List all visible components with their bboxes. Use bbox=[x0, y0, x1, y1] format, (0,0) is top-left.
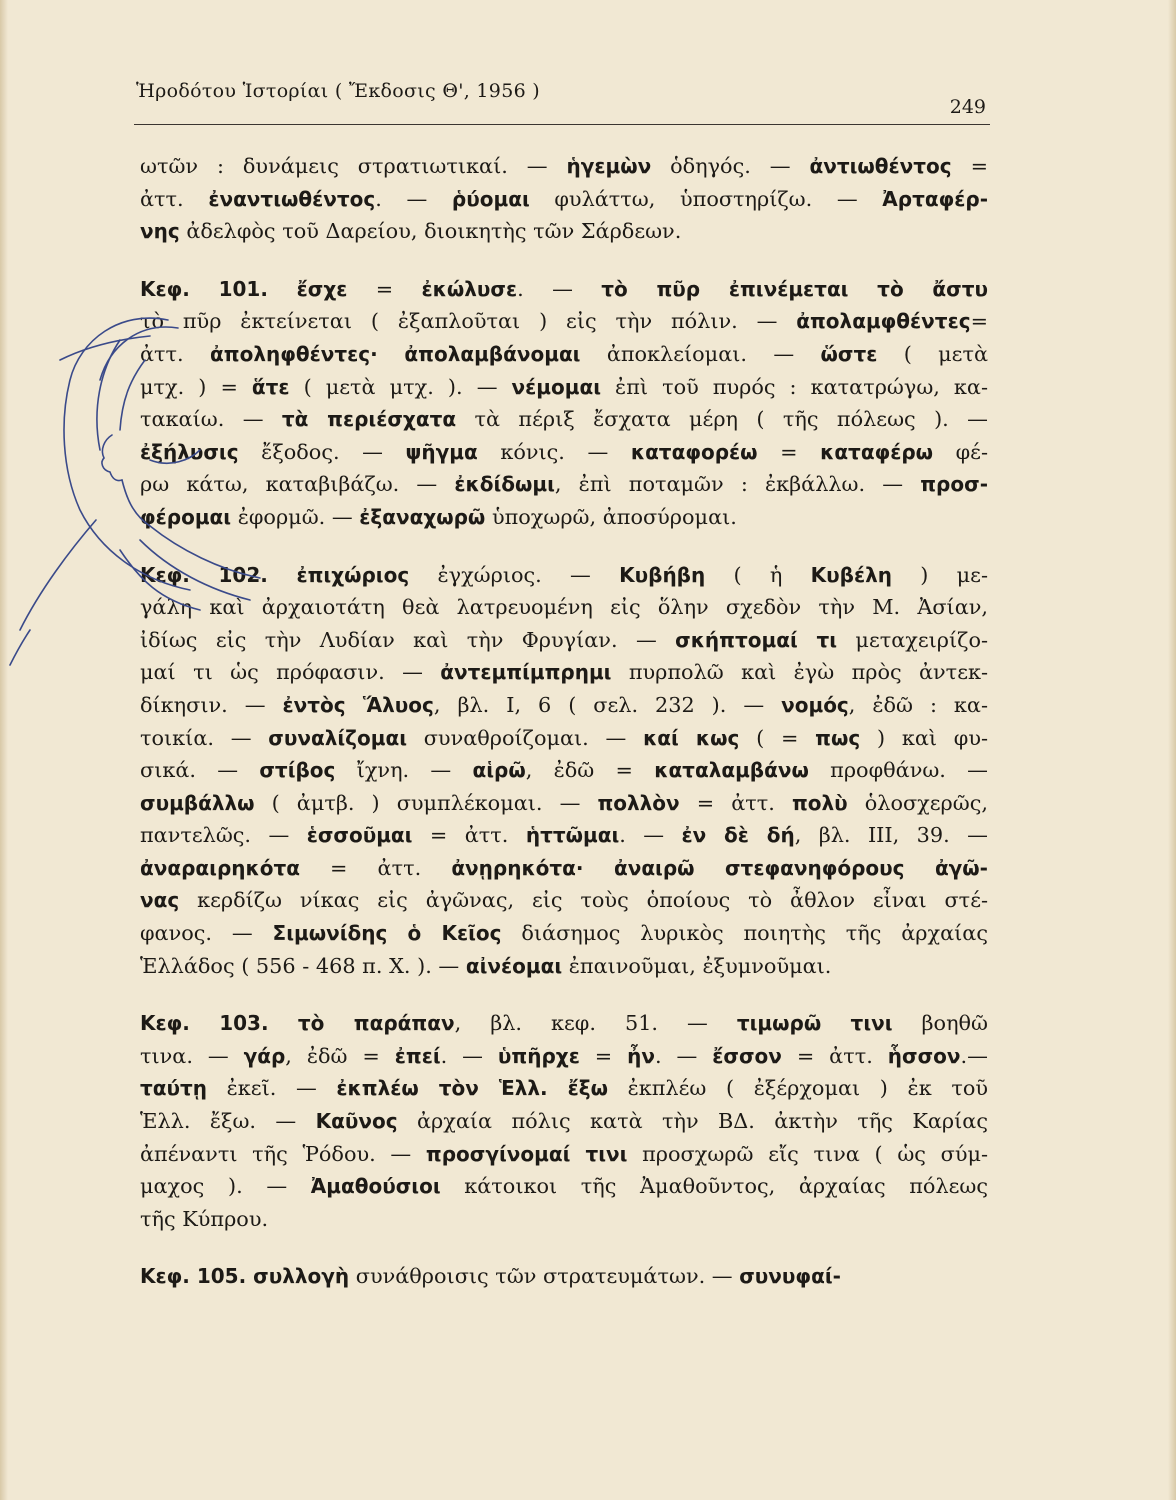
gloss: τοικία. — bbox=[140, 725, 269, 750]
text-line bbox=[140, 305, 988, 338]
gloss: ἀπέναντι τῆς Ῥόδου. — bbox=[140, 1141, 426, 1166]
lemma: τὰ περιέσχατα bbox=[281, 407, 457, 432]
lemma: καταφέρω bbox=[820, 439, 934, 464]
gloss: . — bbox=[619, 823, 682, 848]
lemma: ἔσσον bbox=[712, 1043, 782, 1068]
lemma: ἐν δὲ δή bbox=[681, 823, 795, 848]
lemma: ἐκώλυσε bbox=[421, 276, 518, 301]
commentary-paragraph bbox=[140, 273, 988, 534]
gloss: ) με- bbox=[892, 562, 988, 587]
lemma: Κεφ. 105. συλλογὴ bbox=[140, 1264, 350, 1289]
lemma: συνυφαί- bbox=[739, 1264, 841, 1289]
gloss: ( μετὰ μτχ. ). — bbox=[289, 374, 512, 399]
text-line bbox=[140, 215, 988, 248]
lemma: ἀντιωθέντος bbox=[809, 154, 952, 178]
text-line bbox=[140, 1260, 988, 1293]
lemma: ἀποληφθέντες· ἀπολαμβάνομαι bbox=[210, 341, 581, 366]
lemma: προσγίνομαί τινι bbox=[425, 1141, 628, 1166]
running-title: Ἡροδότου Ἱστορίαι ( Ἔκδοσις Θ', 1956 ) bbox=[136, 80, 541, 102]
text-line bbox=[140, 950, 988, 983]
gloss: , ἐπὶ ποταμῶν : ἐκβάλλω. — bbox=[554, 472, 921, 497]
lemma: Ἀμαθούσιοι bbox=[310, 1174, 441, 1199]
page-number: 249 bbox=[949, 96, 986, 118]
gloss: τῆς Κύπρου. bbox=[140, 1206, 269, 1231]
text-line bbox=[140, 624, 988, 657]
gloss: ὁδηγός. — bbox=[651, 154, 810, 178]
lemma: ἐναντιωθέντος bbox=[208, 186, 376, 211]
gloss: ὁλοσχερῶς, bbox=[847, 790, 988, 815]
gloss: = ἀττ. bbox=[679, 790, 792, 815]
gloss: ἰδίως εἰς τὴν Λυδίαν καὶ τὴν Φρυγίαν. — bbox=[140, 627, 676, 652]
lemma: ταύτῃ bbox=[140, 1076, 208, 1101]
gloss: κόνις. — bbox=[477, 439, 631, 464]
gloss: πυρπολῶ καὶ ἐγὼ πρὸς ἀντεκ- bbox=[611, 660, 988, 685]
text-line bbox=[140, 183, 988, 216]
lemma: Κεφ. 103. τὸ παράπαν bbox=[140, 1011, 455, 1036]
lemma: τιμωρῶ τινι bbox=[736, 1011, 893, 1036]
lemma: συναλίζομαι bbox=[268, 725, 407, 750]
text-line bbox=[140, 1040, 988, 1073]
lemma: πολὺ bbox=[791, 790, 848, 815]
gloss: ὑποχωρῶ, ἀποσύρομαι. bbox=[485, 504, 737, 529]
gloss: φέ- bbox=[933, 439, 988, 464]
lemma: ἀνῃρηκότα· ἀναιρῶ στεφανηφόρους ἀγῶ- bbox=[451, 855, 988, 880]
lemma: καταλαμβάνω bbox=[654, 758, 809, 783]
lemma: καί κως bbox=[643, 725, 740, 750]
lemma: Κυβήβη bbox=[619, 562, 706, 587]
gloss: , ἐδῶ : κα- bbox=[848, 692, 988, 717]
gloss: φανος. — bbox=[140, 921, 273, 946]
lemma: ἀναραιρηκότα bbox=[140, 855, 300, 880]
lemma: ἀπολαμφθέντες bbox=[796, 309, 971, 334]
gloss: ωτῶν : δυνάμεις στρατιωτικαί. — bbox=[140, 154, 567, 178]
lemma: φέρομαι bbox=[140, 504, 232, 529]
lemma: ἑσσοῦμαι bbox=[306, 823, 413, 848]
gloss: , ἐδῶ = bbox=[285, 1043, 395, 1068]
gloss: ) καὶ φυ- bbox=[860, 725, 989, 750]
text-line bbox=[140, 1170, 988, 1203]
text-line bbox=[140, 1072, 988, 1105]
lemma: Κεφ. 101. ἔσχε bbox=[140, 276, 348, 301]
gloss: ( μετὰ bbox=[877, 341, 988, 366]
gloss: = ἀττ. bbox=[412, 823, 526, 848]
text-line bbox=[140, 689, 988, 722]
gloss: συναθροίζομαι. — bbox=[406, 725, 644, 750]
text-line bbox=[140, 722, 988, 755]
commentary-paragraph bbox=[140, 1007, 988, 1235]
text-line bbox=[140, 501, 988, 534]
lemma: στίβος bbox=[259, 758, 336, 783]
text-line bbox=[140, 1138, 988, 1171]
gloss: ἀττ. bbox=[140, 186, 209, 211]
lemma: ἦν bbox=[627, 1043, 655, 1068]
commentary-paragraph bbox=[140, 1260, 988, 1293]
text-line bbox=[140, 338, 988, 371]
gloss: ἀδελφὸς τοῦ Δαρείου, διοικητὴς τῶν Σάρδεων. bbox=[179, 219, 682, 244]
lemma: ὑπῆρχε bbox=[497, 1043, 580, 1068]
text-line bbox=[140, 559, 988, 592]
lemma: Ἀρταφέρ- bbox=[882, 186, 988, 211]
lemma: νης bbox=[140, 219, 180, 244]
gloss: κερδίζω νίκας εἰς ἀγῶνας, εἰς τοὺς ὁποίους τὸ ἆθλον εἶναι στέ- bbox=[179, 888, 988, 913]
text-line bbox=[140, 1007, 988, 1040]
gloss: = bbox=[757, 439, 821, 464]
text-line bbox=[140, 917, 988, 950]
lemma: νομός bbox=[781, 692, 849, 717]
gloss: ἔξοδος. — bbox=[238, 439, 406, 464]
text-line bbox=[140, 591, 988, 624]
lemma: αἱρῶ bbox=[472, 758, 526, 783]
lemma: ἡττῶμαι bbox=[525, 823, 620, 848]
text-line bbox=[140, 656, 988, 689]
lemma: γάρ bbox=[243, 1043, 286, 1068]
gloss: ἀττ. bbox=[140, 341, 211, 366]
header-rule bbox=[134, 124, 990, 125]
lemma: τὸ πῦρ ἐπινέμεται τὸ ἄστυ bbox=[601, 276, 988, 301]
gloss: μτχ. ) = bbox=[140, 374, 252, 399]
lemma: νας bbox=[140, 888, 180, 913]
gloss: = ἀττ. bbox=[781, 1043, 888, 1068]
lemma: ἧσσον bbox=[887, 1043, 961, 1068]
gloss: προφθάνω. — bbox=[808, 758, 988, 783]
text-line bbox=[140, 273, 988, 306]
gloss: γάλη καὶ ἀρχαιοτάτη θεὰ λατρευομένη εἰς ὅλην σχεδὸν τὴν Μ. Ἀσίαν, bbox=[140, 595, 988, 620]
lemma: προσ- bbox=[920, 472, 988, 497]
gloss: ἐκπλέω ( ἐξέρχομαι ) ἐκ τοῦ bbox=[607, 1076, 988, 1101]
commentary-paragraph bbox=[140, 150, 988, 248]
lemma: Σιμωνίδης ὁ Κεῖος bbox=[272, 921, 502, 946]
text-line bbox=[140, 787, 988, 820]
gloss: μαχος ). — bbox=[140, 1174, 311, 1199]
commentary-body bbox=[140, 150, 988, 1293]
text-line bbox=[140, 819, 988, 852]
commentary-paragraph bbox=[140, 559, 988, 983]
gloss: .— bbox=[960, 1043, 988, 1068]
gloss: βοηθῶ bbox=[892, 1011, 989, 1036]
lemma: πολλὸν bbox=[597, 790, 680, 815]
gloss: συνάθροισις τῶν στρατευμάτων. — bbox=[349, 1264, 740, 1289]
lemma: ἐξήλυσις bbox=[140, 439, 239, 464]
gloss: = bbox=[579, 1043, 628, 1068]
gloss: ἐπὶ τοῦ πυρός : κατατρώγω, κα- bbox=[601, 374, 988, 399]
gloss: . — bbox=[517, 276, 602, 301]
lemma: ἐπεί bbox=[394, 1043, 441, 1068]
gloss: . — bbox=[440, 1043, 498, 1068]
gloss: = bbox=[951, 154, 989, 178]
gloss: διάσημος λυρικὸς ποιητὴς τῆς ἀρχαίας bbox=[501, 921, 988, 946]
gloss: , ἐδῶ = bbox=[525, 758, 655, 783]
gloss: ἀποκλείομαι. — bbox=[580, 341, 821, 366]
gloss: . — bbox=[375, 186, 452, 211]
page-edge-left bbox=[0, 0, 8, 1500]
gloss: Ἑλλάδος ( 556 - 468 π. Χ. ). — bbox=[140, 953, 466, 978]
gloss: φυλάττω, ὑποστηρίζω. — bbox=[529, 186, 883, 211]
lemma: πως bbox=[815, 725, 861, 750]
gloss: τινα. — bbox=[140, 1043, 244, 1068]
gloss: . — bbox=[654, 1043, 713, 1068]
lemma: ὥστε bbox=[820, 341, 878, 366]
lemma: Κεφ. 102. ἐπιχώριος bbox=[140, 562, 410, 587]
text-line bbox=[140, 884, 988, 917]
gloss: ἀρχαία πόλις κατὰ τὴν ΒΔ. ἀκτὴν τῆς Καρίας bbox=[397, 1109, 988, 1134]
gloss: , βλ. Ι, 6 ( σελ. 232 ). — bbox=[433, 692, 782, 717]
text-line bbox=[140, 1203, 988, 1236]
gloss: , βλ. ΙΙΙ, 39. — bbox=[794, 823, 988, 848]
lemma: ἀντεμπίμπρημι bbox=[440, 660, 612, 685]
gloss: προσχωρῶ εἴς τινα ( ὡς σύμ- bbox=[627, 1141, 989, 1166]
gloss: = bbox=[970, 309, 988, 334]
gloss: ρω κάτω, καταβιβάζω. — bbox=[140, 472, 455, 497]
lemma: συμβάλλω bbox=[140, 790, 255, 815]
gloss: ( = bbox=[739, 725, 816, 750]
text-line bbox=[140, 1105, 988, 1138]
lemma: ψῆγμα bbox=[405, 439, 478, 464]
lemma: σκήπτομαί τι bbox=[675, 627, 838, 652]
gloss: = bbox=[347, 276, 422, 301]
gloss: ἐφορμῶ. — bbox=[231, 504, 360, 529]
gloss: ( ἡ bbox=[705, 562, 811, 587]
gloss: μεταχειρίζο- bbox=[837, 627, 989, 652]
page-edge-right bbox=[1168, 0, 1176, 1500]
lemma: αἰνέομαι bbox=[465, 953, 563, 978]
gloss: παντελῶς. — bbox=[140, 823, 307, 848]
gloss: = ἀττ. bbox=[299, 855, 452, 880]
text-line bbox=[140, 754, 988, 787]
text-line bbox=[140, 150, 988, 183]
lemma: καταφορέω bbox=[630, 439, 758, 464]
gloss: τὰ πέριξ ἔσχατα μέρη ( τῆς πόλεως ). — bbox=[456, 407, 988, 432]
gloss: τὸ πῦρ ἐκτείνεται ( ἐξαπλοῦται ) εἰς τὴν πόλιν. — bbox=[140, 309, 797, 334]
text-line bbox=[140, 436, 988, 469]
lemma: ἐξαναχωρῶ bbox=[359, 504, 486, 529]
gloss: δίκησιν. — bbox=[140, 692, 283, 717]
gloss: ἐπαινοῦμαι, ἐξυμνοῦμαι. bbox=[562, 953, 832, 978]
gloss: μαί τι ὡς πρόφασιν. — bbox=[140, 660, 441, 685]
lemma: ἅτε bbox=[251, 374, 290, 399]
gloss: ἐγχώριος. — bbox=[409, 562, 620, 587]
gloss: ἴχνη. — bbox=[335, 758, 473, 783]
lemma: ἐντὸς Ἅλυος bbox=[282, 692, 434, 717]
lemma: νέμομαι bbox=[511, 374, 602, 399]
gloss: ( ἀμτβ. ) συμπλέκομαι. — bbox=[254, 790, 598, 815]
lemma: ἐκπλέω τὸν Ἑλλ. ἔξω bbox=[336, 1076, 608, 1101]
lemma: ἐκδίδωμι bbox=[454, 472, 555, 497]
lemma: ἡγεμὼν bbox=[566, 154, 652, 178]
gloss: ἐκεῖ. — bbox=[207, 1076, 337, 1101]
gloss: τακαίω. — bbox=[140, 407, 282, 432]
lemma: Κυβέλη bbox=[810, 562, 892, 587]
gloss: σικά. — bbox=[140, 758, 260, 783]
lemma: Καῦνος bbox=[315, 1109, 398, 1134]
text-line bbox=[140, 852, 988, 885]
text-line bbox=[140, 468, 988, 501]
text-line bbox=[140, 371, 988, 404]
gloss: Ἑλλ. ἔξω. — bbox=[140, 1109, 316, 1134]
text-line bbox=[140, 403, 988, 436]
gloss: , βλ. κεφ. 51. — bbox=[454, 1011, 737, 1036]
gloss: κάτοικοι τῆς Ἀμαθοῦντος, ἀρχαίας πόλεως bbox=[440, 1174, 989, 1199]
lemma: ῥύομαι bbox=[451, 186, 530, 211]
